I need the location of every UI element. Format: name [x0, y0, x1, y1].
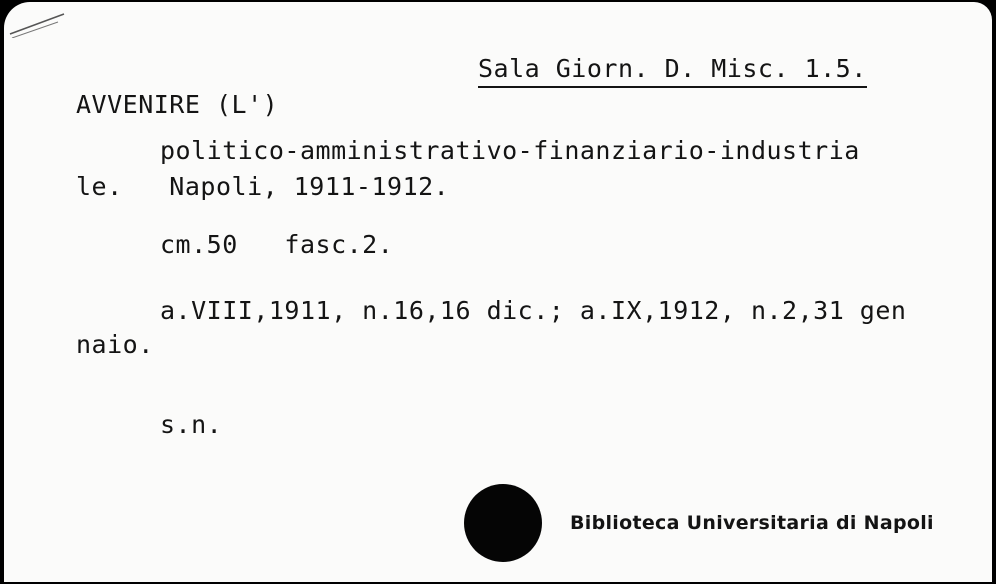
card-line-publisher: s.n. [160, 410, 223, 439]
card-line-format: cm.50 fasc.2. [160, 230, 394, 259]
card-line-description: politico-amministrativo-finanziario-industria [160, 136, 860, 165]
catalog-card [4, 2, 992, 582]
card-line-holdings-continued: naio. [76, 330, 154, 359]
shelfmark: Sala Giorn. D. Misc. 1.5. [478, 54, 867, 88]
card-heading: AVVENIRE (L') [76, 90, 279, 119]
library-stamp-dot [464, 484, 542, 562]
corner-scratch-mark [8, 10, 66, 38]
card-line-holdings: a.VIII,1911, n.16,16 dic.; a.IX,1912, n.2,31 gen [160, 296, 907, 325]
card-line-place-date: le. Napoli, 1911-1912. [76, 172, 450, 201]
library-name: Biblioteca Universitaria di Napoli [570, 512, 934, 534]
